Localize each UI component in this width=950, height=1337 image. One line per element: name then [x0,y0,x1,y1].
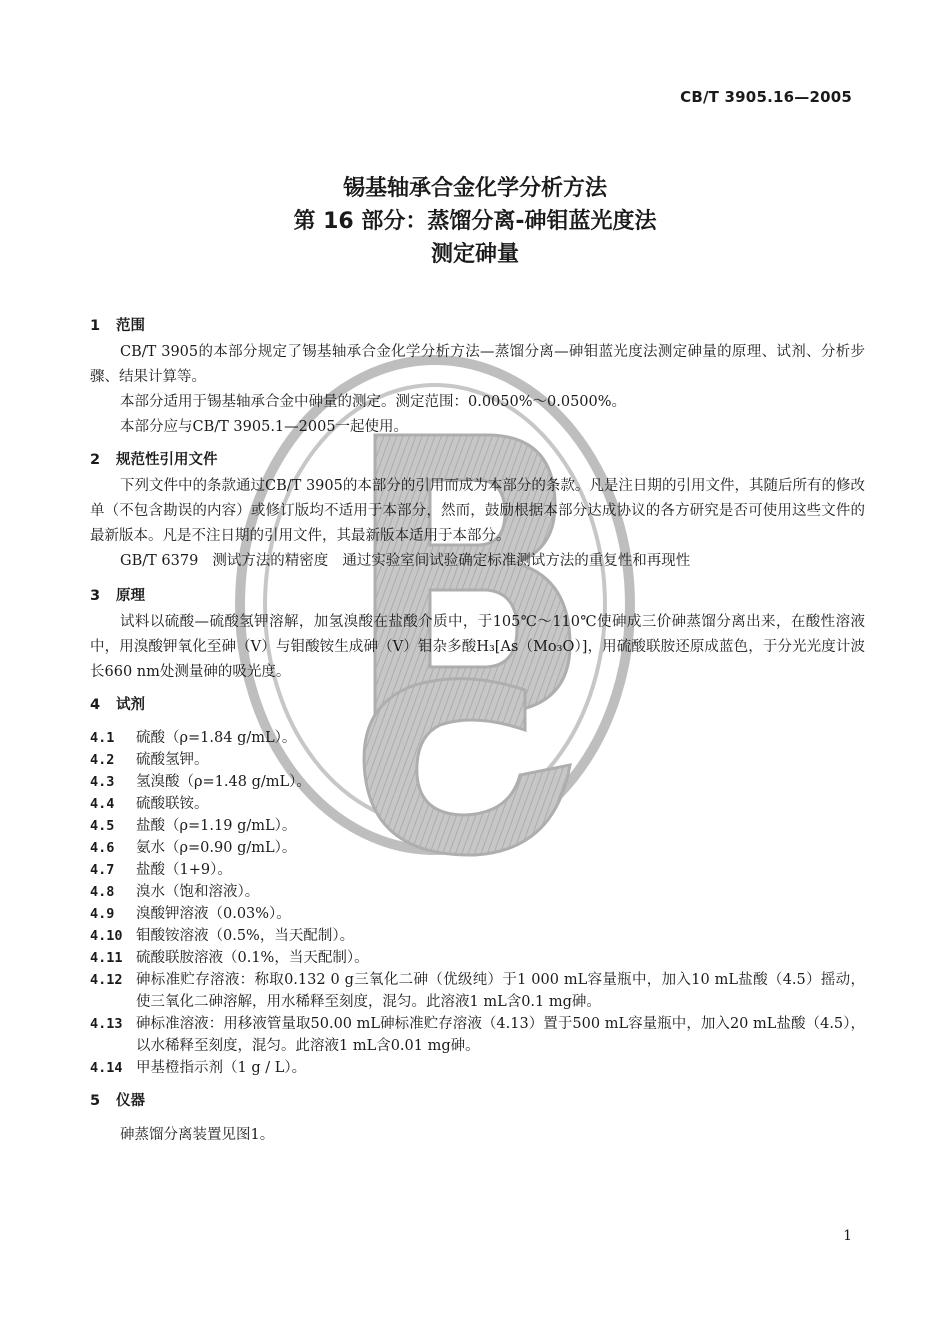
section-3-number: 3 [90,588,101,604]
reagent-item [90,881,865,903]
title-line-2: 第 16 部分：蒸馏分离-砷钼蓝光度法 [293,209,657,234]
section-5-number: 5 [90,1093,101,1109]
reagent-item [90,837,865,859]
reagent-number: 4.5 [90,818,115,834]
reagent-number: 4.4 [90,796,115,812]
reagent-text: 盐酸（ρ=1.19 g/mL）。 [136,818,297,834]
reagent-number: 4.7 [90,862,115,878]
reagent-number: 4.9 [90,906,115,922]
section-1-title: 范围 [116,318,145,334]
reagent-item [90,793,865,815]
reagent-number: 4.8 [90,884,115,900]
reagent-number: 4.14 [90,1060,123,1076]
section-3-paragraph: 试料以硫酸—硫酸氢钾溶解，加氢溴酸在盐酸介质中，于105℃～110℃使砷成三价砷蒸馏分离出来，在酸性溶液中，用溴酸钾氧化至砷（V）与钼酸铵生成砷（V）钼杂多酸H₃[As（Mo₃O）]，用硫酸联胺还原成蓝色，于分光光度计波长660 nm处测量砷的吸光度。 [90,614,865,680]
section-2-number: 2 [90,452,101,468]
section-2-heading [90,446,865,474]
reagent-text: 硫酸联胺溶液（0.1%，当天配制）。 [136,950,369,966]
section-4-heading [90,691,865,719]
section-1-paragraph-3: 本部分应与CB/T 3905.1—2005一起使用。 [120,419,409,435]
reagent-text: 氨水（ρ=0.90 g/mL）。 [136,840,297,856]
section-3-title: 原理 [116,588,145,604]
reagent-item [90,815,865,837]
reagent-item [90,859,865,881]
reagent-item [90,925,865,947]
reagent-item [90,947,865,969]
section-4-title: 试剂 [116,697,145,713]
reagent-text: 盐酸（1+9）。 [136,862,232,878]
section-5-paragraph: 砷蒸馏分离装置见图1。 [120,1127,275,1143]
section-5-heading [90,1087,865,1115]
reagent-item [90,1057,865,1079]
reagent-number: 4.10 [90,928,123,944]
reagent-number: 4.13 [90,1016,123,1032]
title-line-1: 锡基轴承合金化学分析方法 [342,176,607,201]
section-5-title: 仪器 [116,1093,145,1109]
reagent-text: 硫酸氢钾。 [136,752,209,768]
reagent-text: 砷标准溶液：用移液管量取50.00 mL砷标准贮存溶液（4.13）置于500 mL容量瓶中，加入20 mL盐酸（4.5），以水稀释至刻度，混匀。此溶液1 mL含0.01 mg砷。 [136,1016,865,1054]
title-line-3: 测定砷量 [430,242,519,267]
document-body [90,312,865,1148]
reagent-text: 硫酸（ρ=1.84 g/mL）。 [136,730,297,746]
reagent-text: 溴酸钾溶液（0.03%）。 [136,906,291,922]
reagent-text: 钼酸铵溶液（0.5%，当天配制）。 [136,928,355,944]
page-number: 1 [843,1228,852,1244]
section-2-title: 规范性引用文件 [116,452,218,468]
reagent-text: 甲基橙指示剂（1 g / L）。 [136,1060,307,1076]
reagent-number: 4.11 [90,950,123,966]
standard-code: CB/T 3905.16—2005 [680,88,852,106]
reagent-item [90,727,865,749]
section-4-number: 4 [90,697,101,713]
document-title [0,172,950,271]
reagent-text: 砷标准贮存溶液：称取0.132 0 g三氧化二砷（优级纯）于1 000 mL容量瓶中，加入10 mL盐酸（4.5）摇动，使三氧化二砷溶解，用水稀释至刻度，混匀。此溶液1 mL含0.1 mg砷。 [136,972,865,1010]
reagent-item [90,903,865,925]
reagent-number: 4.2 [90,752,115,768]
section-1-number: 1 [90,318,101,334]
section-1-paragraph-2: 本部分适用于锡基轴承合金中砷量的测定。测定范围：0.0050%～0.0500%。 [120,394,627,410]
section-2-paragraph: 下列文件中的条款通过CB/T 3905的本部分的引用而成为本部分的条款。凡是注日期的引用文件，其随后所有的修改单（不包含勘误的内容）或修订版均不适用于本部分，然而，鼓励根据本部分达成协议的各方研究是否可使用这些文件的最新版本。凡是不注日期的引用文件，其最新版本适用于本部分。 [90,478,865,544]
reagent-number: 4.6 [90,840,115,856]
reagent-number: 4.12 [90,972,123,988]
reference-title: 测试方法的精密度 [212,553,329,569]
reagent-item [90,969,865,1013]
section-3-heading [90,582,865,610]
normative-reference [90,549,865,574]
reagent-item [90,1013,865,1057]
reagent-item [90,771,865,793]
reagent-item [90,749,865,771]
reagent-number: 4.3 [90,774,115,790]
section-1-heading [90,312,865,340]
reagent-text: 溴水（饱和溶液）。 [136,884,260,900]
reagent-text: 硫酸联铵。 [136,796,209,812]
section-1-paragraph-1: CB/T 3905的本部分规定了锡基轴承合金化学分析方法—蒸馏分离—砷钼蓝光度法测定砷量的原理、试剂、分析步骤、结果计算等。 [90,344,865,385]
reagent-number: 4.1 [90,730,115,746]
reference-subtitle: 通过实验室间试验确定标准测试方法的重复性和再现性 [342,553,691,569]
reference-code: GB/T 6379 [120,553,199,569]
reagent-text: 氢溴酸（ρ=1.48 g/mL）。 [136,774,311,790]
